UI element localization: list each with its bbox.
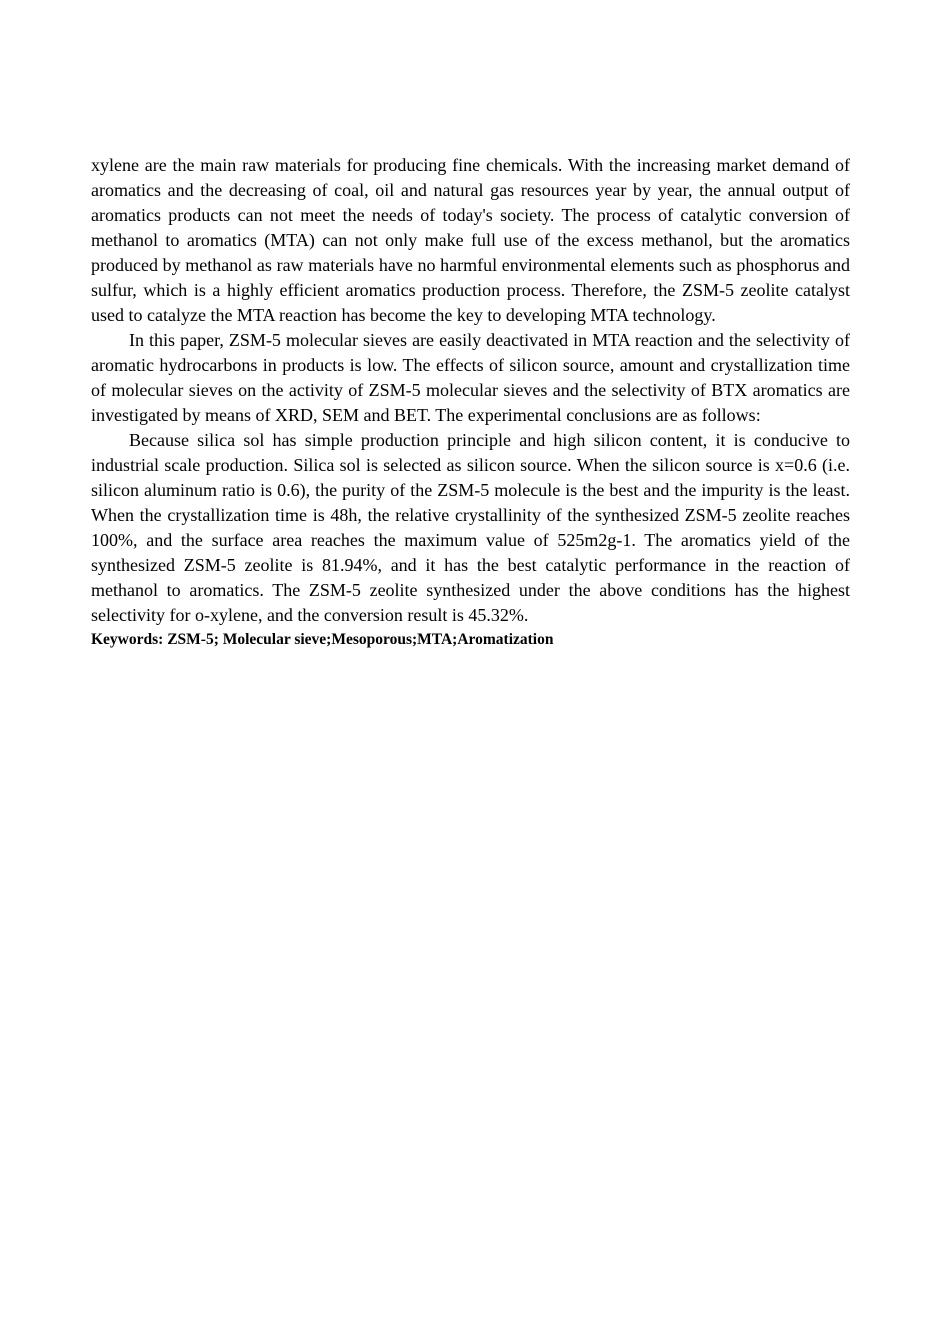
abstract-paragraph-2: In this paper, ZSM-5 molecular sieves are easily deactivated in MTA reaction and the selectivity of aromatic hydrocarbons in products is low. The effects of silicon source, amount and crystallization time of molecular sieves on the activity of ZSM-5 molecular sieves and the selectivity of BTX aromatics are investigated by means of XRD, SEM and BET. The experimental conclusions are as follows: <box>91 330 850 425</box>
abstract-paragraph-1: xylene are the main raw materials for producing fine chemicals. With the increasing market demand of aromatics and the decreasing of coal, oil and natural gas resources year by year, the annual output of aromatics products can not meet the needs of today's society. The process of catalytic conversion of methanol to aromatics (MTA) can not only make full use of the excess methanol, but the aromatics produced by methanol as raw materials have no harmful environmental elements such as phosphorus and sulfur, which is a highly efficient aromatics production process. Therefore, the ZSM-5 zeolite catalyst used to catalyze the MTA reaction has become the key to developing MTA technology. <box>91 155 850 325</box>
document-page <box>91 153 850 651</box>
keywords-line: Keywords: ZSM-5; Molecular sieve;Mesoporous;MTA;Aromatization <box>91 631 554 648</box>
abstract-paragraph-3: Because silica sol has simple production principle and high silicon content, it is conducive to industrial scale production. Silica sol is selected as silicon source. When the silicon source is x=0.6 (i.e. silicon aluminum ratio is 0.6), the purity of the ZSM-5 molecule is the best and the impurity is the least. When the crystallization time is 48h, the relative crystallinity of the synthesized ZSM-5 zeolite reaches 100%, and the surface area reaches the maximum value of 525m2g-1. The aromatics yield of the synthesized ZSM-5 zeolite is 81.94%, and it has the best catalytic performance in the reaction of methanol to aromatics. The ZSM-5 zeolite synthesized under the above conditions has the highest selectivity for o-xylene, and the conversion result is 45.32%. <box>91 430 850 625</box>
